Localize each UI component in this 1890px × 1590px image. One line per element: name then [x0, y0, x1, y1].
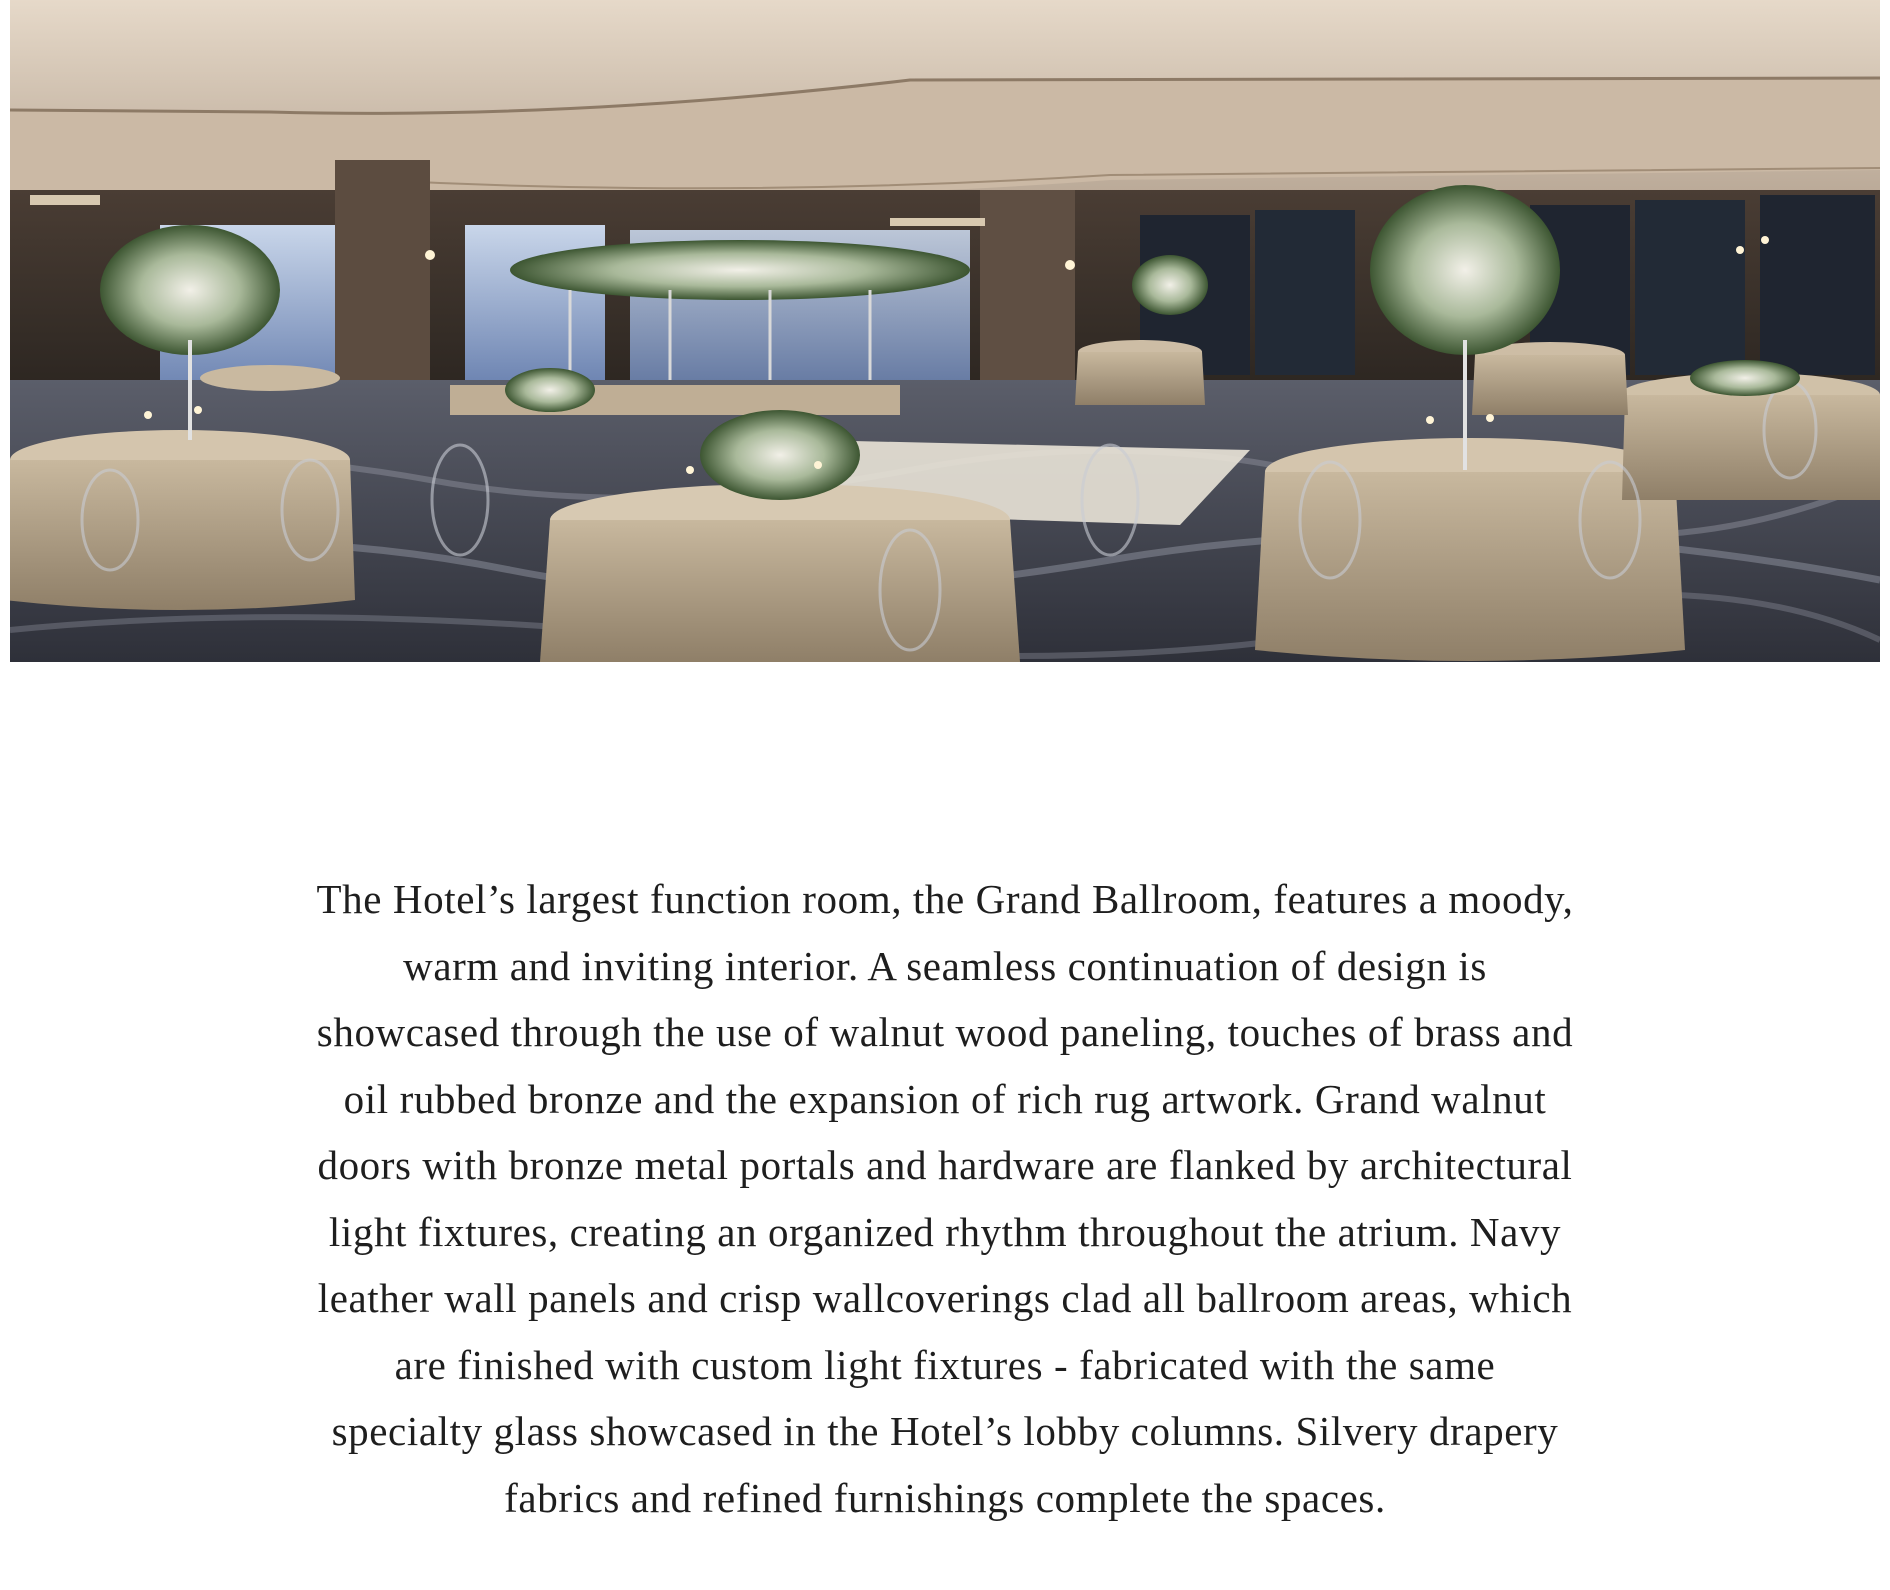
ballroom-description: The Hotel’s largest function room, the Grand Ballroom, features a moody, warm and inviting interior. A seamless continuation of design is showcased through the use of walnut wood paneling, touches of brass and oil rubbed bronze and the expansion of rich rug artwork. Grand walnut doors with bronze metal portals and hardware are flanked by architectural light fixtures, creating an organized rhythm throughout the atrium. Navy leather wall panels and crisp wallcoverings clad all ballroom areas, which are finished with custom light fixtures - fabricated with the same specialty glass showcased in the Hotel’s lobby columns. Silvery drapery fabrics and refined furnishings complete the spaces.	[316, 876, 1574, 1521]
ballroom-photo	[10, 0, 1880, 662]
hero-image	[10, 0, 1880, 662]
